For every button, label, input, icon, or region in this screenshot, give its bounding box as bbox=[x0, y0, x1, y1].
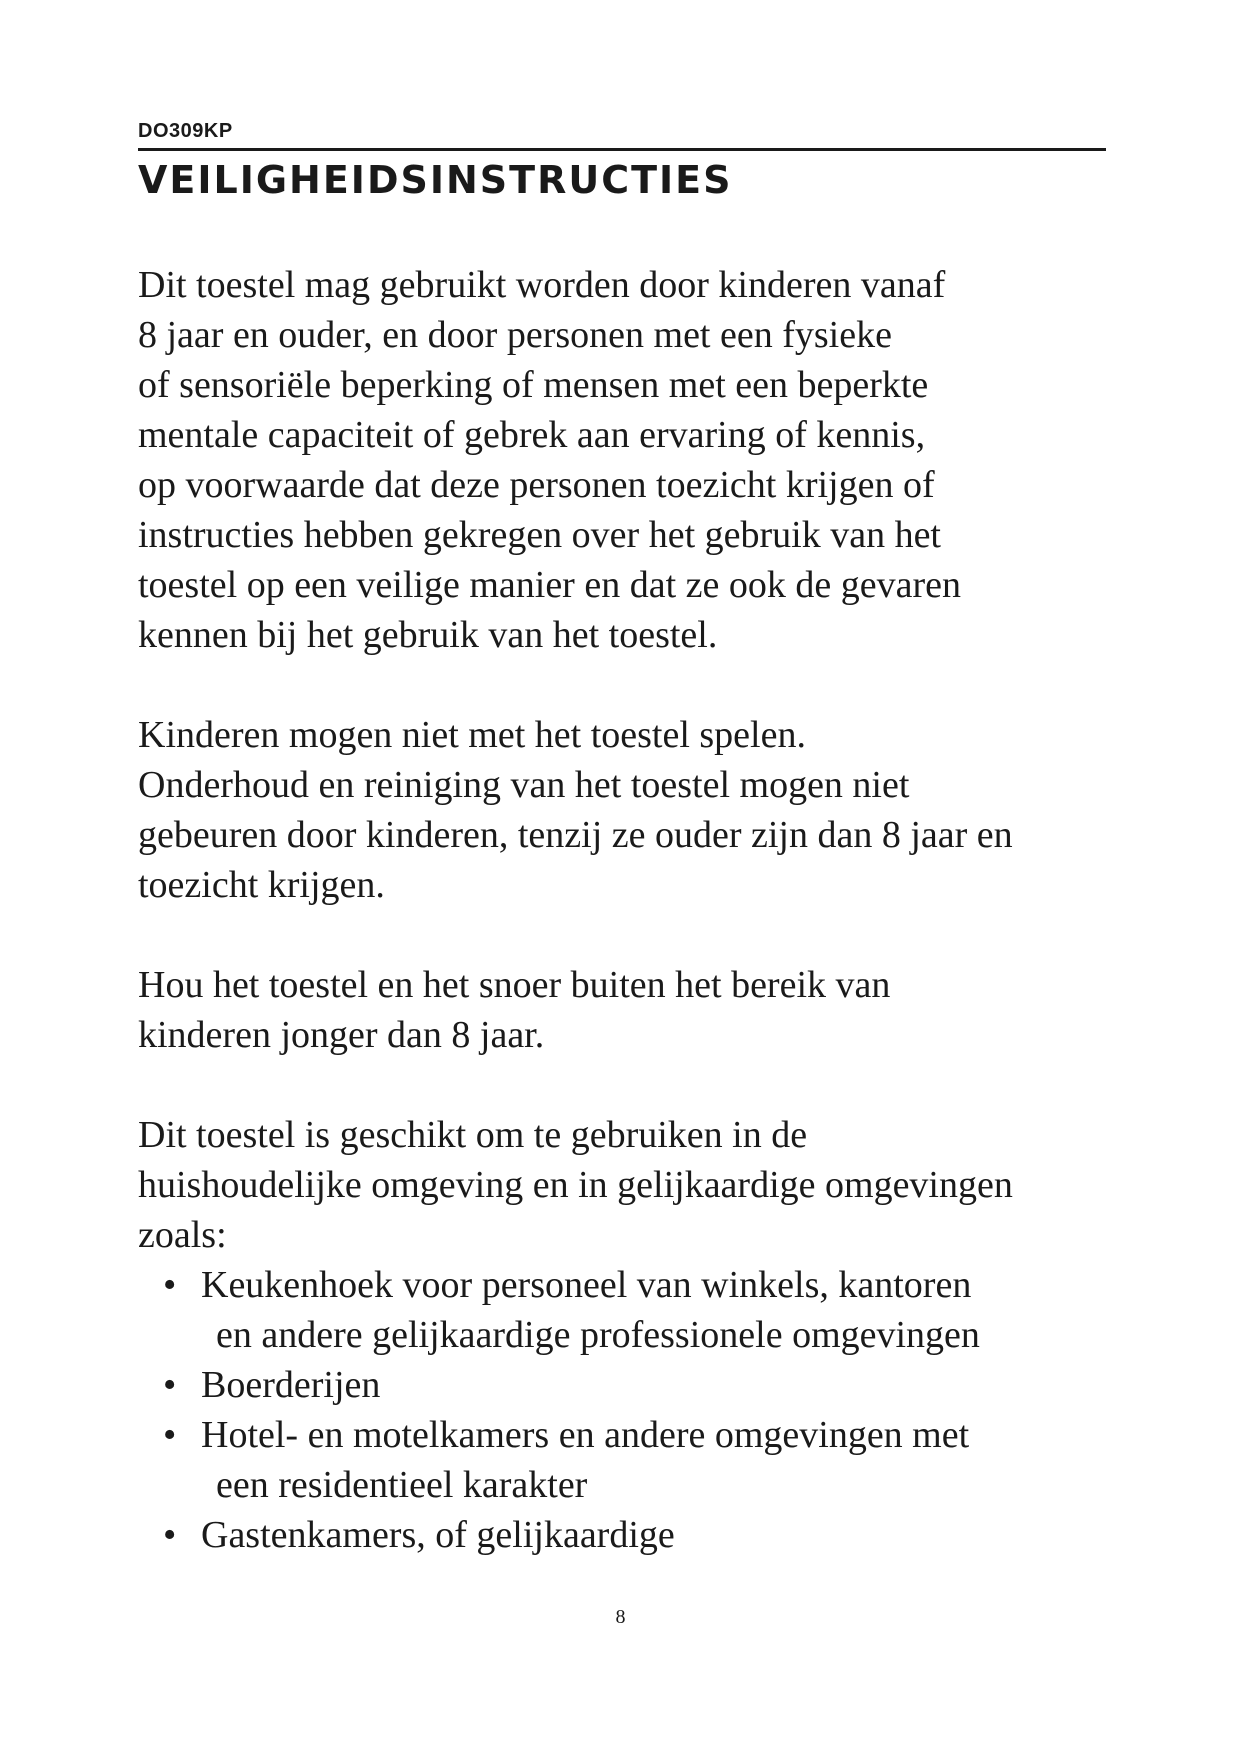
header-divider bbox=[138, 148, 1106, 151]
text-line: instructies hebben gekregen over het gebruik van het bbox=[138, 514, 941, 556]
text-line: een residentieel karakter bbox=[216, 1464, 588, 1506]
text-line: Keukenhoek voor personeel van winkels, kantoren bbox=[201, 1264, 972, 1306]
page-title: VEILIGHEIDSINSTRUCTIES bbox=[138, 158, 733, 202]
text-line: huishoudelijke omgeving en in gelijkaardige omgevingen bbox=[138, 1164, 1013, 1206]
text-line: op voorwaarde dat deze personen toezicht krijgen of bbox=[138, 464, 935, 506]
usage-environment-list bbox=[138, 1260, 1128, 1560]
bullet-icon: • bbox=[163, 1264, 177, 1306]
list-item bbox=[138, 1360, 1128, 1410]
list-item bbox=[138, 1260, 1128, 1360]
text-line: toestel op een veilige manier en dat ze ook de gevaren bbox=[138, 564, 961, 606]
text-line: kennen bij het gebruik van het toestel. bbox=[138, 614, 718, 656]
text-line: 8 jaar en ouder, en door personen met een fysieke bbox=[138, 314, 892, 356]
text-line: Kinderen mogen niet met het toestel spelen. bbox=[138, 714, 806, 756]
text-line: Gastenkamers, of gelijkaardige bbox=[201, 1514, 675, 1556]
text-line: toezicht krijgen. bbox=[138, 864, 385, 906]
list-item bbox=[138, 1410, 1128, 1510]
paragraph bbox=[138, 260, 1128, 660]
bullet-icon: • bbox=[163, 1364, 177, 1406]
text-line: Hou het toestel en het snoer buiten het bereik van bbox=[138, 964, 891, 1006]
text-line: Hotel- en motelkamers en andere omgevingen met bbox=[201, 1414, 970, 1456]
text-line: gebeuren door kinderen, tenzij ze ouder zijn dan 8 jaar en bbox=[138, 814, 1013, 856]
list-item-text bbox=[201, 1260, 1128, 1360]
page-number: 8 bbox=[615, 1606, 626, 1628]
paragraph bbox=[138, 710, 1128, 910]
model-number: DO309KP bbox=[138, 120, 233, 142]
instructions-body bbox=[138, 260, 1128, 1560]
text-line: en andere gelijkaardige professionele omgevingen bbox=[216, 1314, 980, 1356]
text-line: of sensoriële beperking of mensen met een beperkte bbox=[138, 364, 929, 406]
text-line: Dit toestel mag gebruikt worden door kinderen vanaf bbox=[138, 264, 946, 306]
text-line: mentale capaciteit of gebrek aan ervaring of kennis, bbox=[138, 414, 926, 456]
bullet-icon: • bbox=[163, 1514, 177, 1556]
list-item-text bbox=[201, 1360, 1128, 1410]
paragraph bbox=[138, 960, 1128, 1060]
text-line: kinderen jonger dan 8 jaar. bbox=[138, 1014, 545, 1056]
list-item bbox=[138, 1510, 1128, 1560]
list-item-text bbox=[201, 1510, 1128, 1560]
text-line: Onderhoud en reiniging van het toestel mogen niet bbox=[138, 764, 910, 806]
paragraph bbox=[138, 1110, 1128, 1260]
text-line: Boerderijen bbox=[201, 1364, 381, 1406]
list-item-text bbox=[201, 1410, 1128, 1510]
bullet-icon: • bbox=[163, 1414, 177, 1456]
text-line: zoals: bbox=[138, 1214, 227, 1256]
text-line: Dit toestel is geschikt om te gebruiken in de bbox=[138, 1114, 808, 1156]
